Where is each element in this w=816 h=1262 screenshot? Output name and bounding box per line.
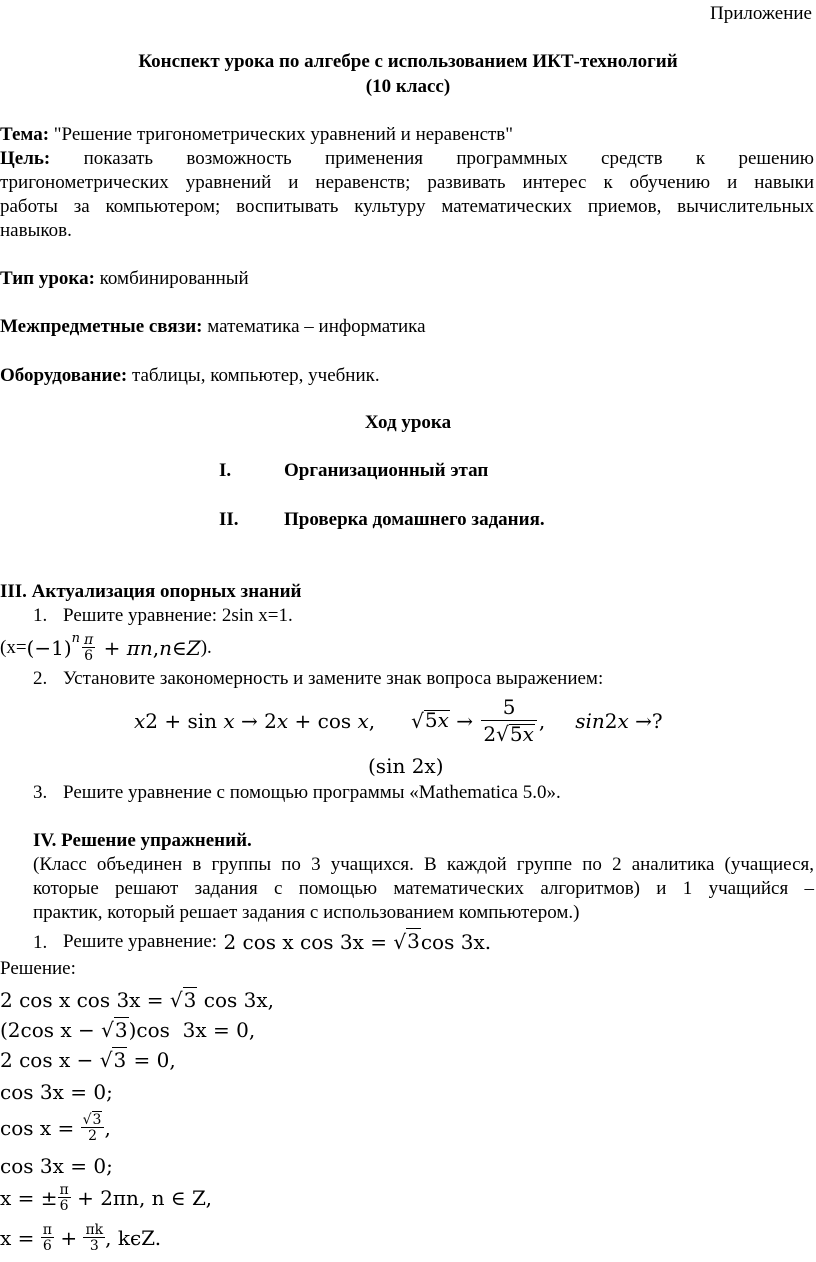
pi-over-6-fraction: $\frac{\pi}{6}$ [59,1182,69,1214]
section-4-heading: IV. Решение упражнений. [33,830,252,851]
section-3-heading: III. Актуализация опорных знаний [0,581,302,602]
course-heading: Ход урока [364,412,452,433]
pi-over-6-fraction: $\frac{\pi}{6}$ [42,1222,52,1254]
interdisciplinary-label: Межпредметные связи: [0,316,203,337]
solution-step: cos x = $\frac{√3}{2}$ , [0,1112,111,1144]
pi-over-6-fraction: $\frac{\pi}{6}$ [84,632,94,664]
task-3-text: Решите уравнение с помощью программы «Mathematica 5.0». [63,782,561,803]
lesson-type-line [0,267,249,291]
solution-step: 2 cos x cos 3x = √3 cos 3x, [0,988,274,1012]
stage-title: Организационный этап [284,460,489,481]
stage-number: II. [219,509,239,530]
appendix-label: Приложение [710,3,812,24]
goal-line-1: Цель: показать возможность применения программных средств к решению [0,148,814,169]
stage-number: I. [219,460,232,481]
list-number: 2. [33,668,48,689]
goal-line-3: работы за компьютером; воспитывать культуру математических приемов, вычислительных [0,196,814,217]
solution-step: x = ± $\frac{\pi}{6}$ + 2πn, n ∈ Z, [0,1182,212,1214]
topic-line [0,123,513,147]
document-title: Конспект урока по алгебре с использованием ИКТ-технологий [138,51,678,72]
task-2-text: Установите закономерность и замените знак вопроса выражением: [63,668,604,689]
goal-label: Цель: [0,148,51,169]
list-number: 3. [33,782,48,803]
pattern-formula: x 2 + sin x → 2 x + cos x , √ 5x → $\frac{5}{2√5x}$ , sin 2 x →? [134,695,663,746]
pik-over-3-fraction: $\frac{\pi k}{3}$ [85,1222,104,1254]
section-4-intro-line-2: которые решают задания с помощью математических алгоритмов) и 1 учащийся – [33,878,814,899]
solution-step: cos 3x = 0; [0,1080,113,1104]
solution-label: Решение: [0,958,76,979]
topic-label: Тема: [0,124,50,145]
document-subtitle: (10 класс) [365,76,451,97]
solution-step: 2 cos x − √3 = 0, [0,1048,176,1072]
equipment-label: Оборудование: [0,365,128,386]
stage-title: Проверка домашнего задания. [284,509,545,530]
list-number: 1. [33,605,48,626]
pattern-fraction: $\frac{5}{2√5x}$ [481,697,536,745]
lesson-type-label: Тип урока: [0,268,95,289]
task-1-text: Решите уравнение: 2sin x=1. [63,605,293,626]
interdisciplinary-text: математика – информатика [202,316,426,337]
solution-step: (2cos x − √3)cos 3x = 0, [0,1018,256,1042]
task-1-answer: (x= (−1) n $\frac{\pi}{6}$ + πn , n ∈ Z ). [0,631,212,664]
sqrt3-over-2-fraction: $\frac{√3}{2}$ [81,1113,105,1143]
equipment-line [0,364,380,388]
exercise-1: Решите уравнение: 2 cos x cos 3x = √ 3 cos 3x. [63,929,492,954]
lesson-type-text: комбинированный [94,268,249,289]
list-number: 1. [33,932,48,953]
pattern-answer: (sin 2x) [368,754,444,778]
topic-text: "Решение тригонометрических уравнений и неравенств" [49,124,514,145]
interdisciplinary-line [0,315,426,339]
solution-step: x = $\frac{\pi}{6}$ + $\frac{\pi k}{3}$ , kϵZ. [0,1222,162,1254]
goal-line-2: тригонометрических уравнений и неравенств; развивать интерес к обучению и навыки [0,172,814,193]
equipment-text: таблицы, компьютер, учебник. [127,365,380,386]
section-4-intro-line-1: (Класс объединен в группы по 3 учащихся. В каждой группе по 2 аналитика (учащиеся, [33,854,814,875]
section-4-intro-line-3: практик, который решает задания с использованием компьютером.) [33,902,580,923]
solution-step: cos 3x = 0; [0,1154,113,1178]
goal-line-4: навыков. [0,220,72,241]
